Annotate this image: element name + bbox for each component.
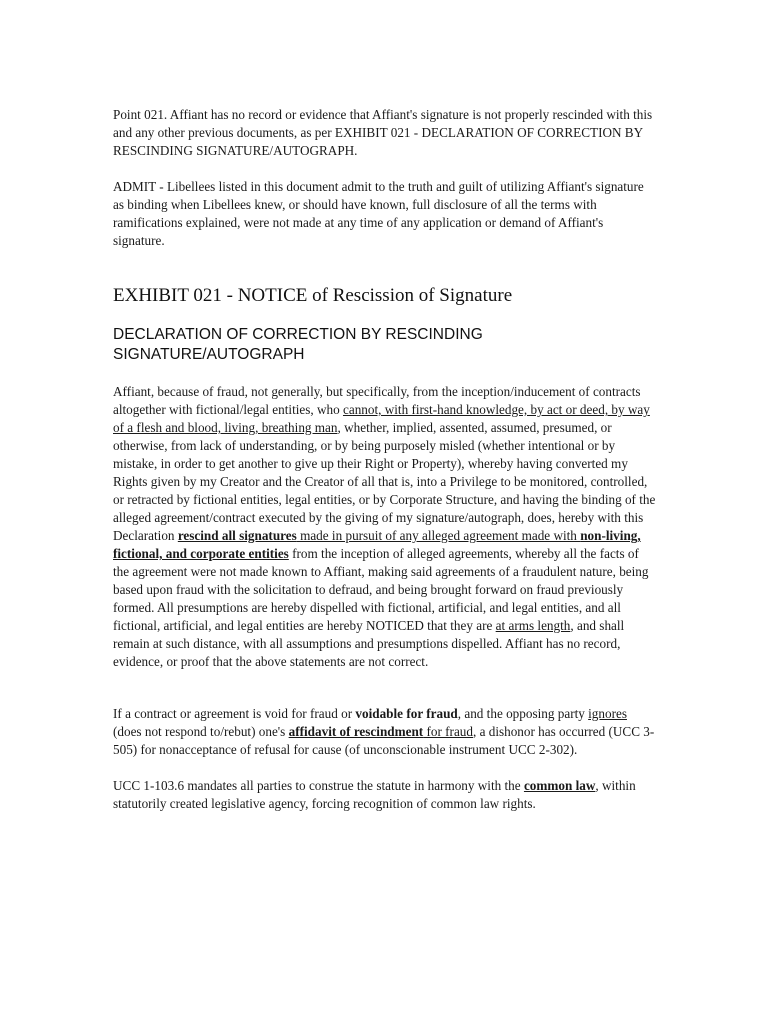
rescind-all-signatures-emphasis: rescind all signatures <box>177 528 297 543</box>
exhibit-heading: EXHIBIT 021 - NOTICE of Rescission of Signature <box>113 285 513 306</box>
declaration-text-4: , and shall remain at such distance, with all assumptions and presumptions dispelled. Affiant has no record, evidence, or proof that the above statements are not correct. <box>113 618 625 669</box>
void-for-fraud-paragraph <box>113 705 658 759</box>
document-page <box>113 106 658 813</box>
declaration-paragraph <box>113 383 658 671</box>
declaration-underlined-1: cannot, with first-hand knowledge, by act or deed, by way of a flesh and blood, living, breathing man <box>113 402 650 435</box>
declaration-text-3: from the inception of alleged agreements, whereby all the facts of the agreement were not made known to Affiant, making said agreements of a fraudulent nature, being based upon fraud with the solicitation to defraud, and being brought forward on fraud previously formed. All presumptions are hereby dispelled with fictional, artificial, and legal entities, and all fictional, artificial, and legal entities are hereby NOTICED that they are <box>113 546 649 633</box>
ucc-text-1: UCC 1-103.6 mandates all parties to construe the statute in harmony with the <box>113 778 524 793</box>
affidavit-of-rescindment-emphasis: affidavit of rescindment <box>288 724 424 739</box>
ucc-paragraph <box>113 777 658 813</box>
ucc-text-2: , within statutorily created legislative agency, forcing recognition of common law rights. <box>113 778 636 811</box>
arms-length-underlined: at arms length <box>495 618 571 633</box>
declaration-text-1: Affiant, because of fraud, not generally, but specifically, from the inception/inducement of contracts altogether with fictional/legal entities, who <box>113 384 641 417</box>
declaration-underlined-2: made in pursuit of any alleged agreement made with <box>296 528 581 543</box>
declaration-text-2: , whether, implied, assented, assumed, presumed, or otherwise, from lack of understanding, or by being purposely misled (whether intentional or by mistake, in order to get another to give up their Right or Property), whereby having converted my Rights given by my Creator and the Creator of all that is, into a Privilege to be monitored, controlled, or retracted by fictional entities, legal entities, or by Corporate Structure, and having the binding of the alleged agreement/contract executed by the giving of my signature/autograph, does, hereby with this Declaration <box>113 420 656 543</box>
non-living-entities-emphasis: non-living, fictional, and corporate entities <box>113 528 641 561</box>
void-text-3: (does not respond to/rebut) one's <box>113 724 289 739</box>
void-text-1: If a contract or agreement is void for fraud or <box>113 706 356 721</box>
void-text-2: , and the opposing party <box>457 706 589 721</box>
point-021-paragraph: Point 021. Affiant has no record or evidence that Affiant's signature is not properly rescinded with this and any other previous documents, as per EXHIBIT 021 - DECLARATION OF CORRECTION BY RESCINDING SIGNATURE/AUTOGRAPH. <box>113 107 653 158</box>
ignores-underlined: ignores <box>588 706 627 721</box>
for-fraud-underlined: for fraud <box>423 724 473 739</box>
voidable-for-fraud-emphasis: voidable for fraud <box>355 706 458 721</box>
admit-paragraph: ADMIT - Libellees listed in this document admit to the truth and guilt of utilizing Affiant's signature as binding when Libellees knew, or should have known, full disclosure of all the terms with ramifications explained, were not made at any time of any application or demand of Affiant's signature. <box>113 179 644 248</box>
void-text-4: , a dishonor has occurred (UCC 3-505) for nonacceptance of refusal for cause (of unconscionable instrument UCC 2-302). <box>113 724 655 757</box>
declaration-subheading: DECLARATION OF CORRECTION BY RESCINDING SIGNATURE/AUTOGRAPH <box>113 326 483 363</box>
common-law-emphasis: common law <box>523 778 596 793</box>
